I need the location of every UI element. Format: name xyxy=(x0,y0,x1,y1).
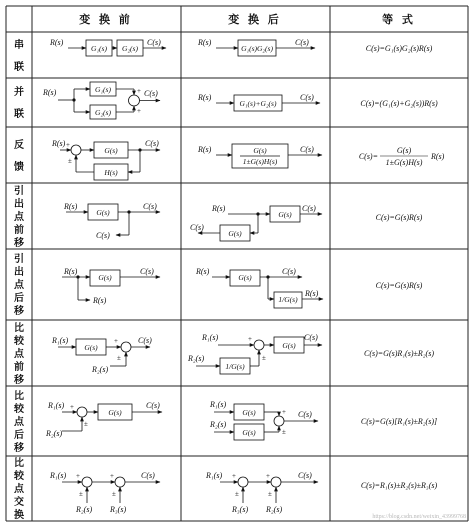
equation-parallel: C(s)=(G₁(s)+G₂(s))R(s) xyxy=(360,99,438,108)
block-label: G(s) xyxy=(228,229,242,238)
summing-junction xyxy=(121,342,131,352)
header-before: 变 换 前 xyxy=(79,14,133,26)
equation-summing-swap: C(s)=R₁(s)±R₂(s)±R₃(s) xyxy=(360,481,438,490)
sign-plus: + xyxy=(70,403,74,411)
row-summing-forward xyxy=(51,333,434,374)
signal-branch: R(s) xyxy=(305,289,319,298)
signal-input: R(s) xyxy=(43,88,57,97)
signal-output: C(s) xyxy=(300,145,314,154)
sign-plus: + xyxy=(66,141,70,149)
sign-plus-minus: ± xyxy=(282,428,286,436)
sign-plus: + xyxy=(76,472,80,480)
signal-input: R₁(s) xyxy=(202,333,219,342)
block-label: G₁(s)G₂(s) xyxy=(241,44,273,53)
block-label: G(s) xyxy=(98,273,112,282)
row-label-summing-backward: 比较点后移 xyxy=(14,391,24,454)
parallel-before-diagram xyxy=(42,82,160,119)
signal-input: R(s) xyxy=(52,139,66,148)
summing-junction-1 xyxy=(82,477,92,487)
signal-output: C(s) xyxy=(147,38,161,47)
row-pickoff-backward xyxy=(62,267,423,308)
signal-output: C(s) xyxy=(298,471,312,480)
signal-output: C(s) xyxy=(145,139,159,148)
block-label: G(s) xyxy=(84,343,98,352)
signal-input-2: R₂(s) xyxy=(76,505,93,514)
row-label-summing-forward: 比较点前移 xyxy=(14,323,24,386)
block-label: G₂(s) xyxy=(122,44,138,53)
pickoff-forward-before-diagram xyxy=(63,202,160,240)
row-label-series: 串联 xyxy=(14,40,24,73)
block-label: G(s) xyxy=(238,273,252,282)
signal-input: R(s) xyxy=(50,38,64,47)
block-label: G(s) xyxy=(96,208,110,217)
signal-input: R(s) xyxy=(196,267,210,276)
watermark: https://blog.csdn.net/weixin_43999768 xyxy=(372,514,466,520)
row-label-pickoff-forward: 引出点前移 xyxy=(14,186,24,249)
signal-output: C(s) xyxy=(141,471,155,480)
signal-input: R(s) xyxy=(64,267,78,276)
row-labels xyxy=(13,38,25,521)
feedback-before-diagram xyxy=(51,139,160,180)
sign-plus: + xyxy=(137,107,141,115)
signal-input: R(s) xyxy=(198,93,212,102)
sign-plus: + xyxy=(248,335,252,343)
signal-input: R(s) xyxy=(64,202,78,211)
summing-swap-after-diagram xyxy=(205,471,318,514)
summing-junction-2 xyxy=(115,477,125,487)
signal-input: R(s) xyxy=(198,145,212,154)
sign-plus-minus: ± xyxy=(235,490,239,498)
equation-summing-forward: C(s)=G(s)R₁(s)±R₂(s) xyxy=(363,349,435,358)
signal-input-2: R₂(s) xyxy=(266,505,283,514)
block-label: G₁(s)+G₂(s) xyxy=(239,99,277,108)
signal-output: C(s) xyxy=(144,89,158,98)
equation-series: C(s)=G₁(s)G₂(s)R(s) xyxy=(365,44,433,53)
equation-lhs: C(s)= xyxy=(358,152,378,161)
signal-input: R₁(s) xyxy=(52,336,69,345)
sign-plus: + xyxy=(232,472,236,480)
fraction-numerator: G(s) xyxy=(253,146,267,155)
signal-input-2: R₂(s) xyxy=(188,354,205,363)
signal-output: C(s) xyxy=(143,202,157,211)
signal-input-2: R₂(s) xyxy=(92,365,109,374)
signal-input: R₁(s) xyxy=(48,401,65,410)
sign-plus: + xyxy=(114,337,118,345)
signal-branch: C(s) xyxy=(96,231,110,240)
parallel-after-diagram xyxy=(197,93,320,111)
sign-plus-minus: ± xyxy=(112,490,116,498)
block-label: G(s) xyxy=(242,408,256,417)
block-label: G(s) xyxy=(108,408,122,417)
block-label: G₁(s) xyxy=(95,85,111,94)
summing-backward-before-diagram xyxy=(45,401,162,438)
signal-input-1: R₁(s) xyxy=(206,471,223,480)
signal-branch: C(s) xyxy=(190,223,204,232)
sign-plus-minus: ± xyxy=(117,354,121,362)
summing-junction xyxy=(254,340,264,350)
signal-output: C(s) xyxy=(302,204,316,213)
sign-plus: + xyxy=(137,87,141,95)
signal-output: C(s) xyxy=(140,267,154,276)
row-summing-swap xyxy=(49,471,437,514)
block-label: G(s) xyxy=(278,210,292,219)
summing-backward-after-diagram xyxy=(209,400,318,440)
row-series xyxy=(49,38,433,56)
sign-plus: + xyxy=(110,472,114,480)
summing-junction-1 xyxy=(238,477,248,487)
block-label: G(s) xyxy=(104,146,118,155)
sign-plus-minus: ± xyxy=(79,490,83,498)
header-after: 变 换 后 xyxy=(228,14,282,26)
sign-plus: + xyxy=(282,408,286,416)
block-label: 1/G(s) xyxy=(225,362,245,371)
signal-input-1: R₁(s) xyxy=(50,471,67,480)
signal-output: C(s) xyxy=(138,336,152,345)
feedback-after-diagram xyxy=(197,144,322,168)
block-label: G(s) xyxy=(242,428,256,437)
summing-swap-before-diagram xyxy=(49,471,160,514)
equation-feedback xyxy=(359,146,445,167)
row-summing-backward xyxy=(45,400,437,440)
summing-junction xyxy=(129,95,140,106)
signal-input: R(s) xyxy=(198,38,212,47)
summing-junction xyxy=(77,407,87,417)
equation-pickoff-forward: C(s)=G(s)R(s) xyxy=(375,213,423,222)
equation-summing-backward: C(s)=G(s)[R₁(s)±R₂(s)] xyxy=(360,417,438,426)
sign-plus-minus: ± xyxy=(268,490,272,498)
signal-input-3: R₃(s) xyxy=(232,505,249,514)
summing-junction-2 xyxy=(271,477,281,487)
signal-output: C(s) xyxy=(295,38,309,47)
equation-pickoff-backward: C(s)=G(s)R(s) xyxy=(375,281,423,290)
signal-input-2: R₂(s) xyxy=(46,429,63,438)
pickoff-forward-after-diagram xyxy=(190,204,322,241)
signal-output: C(s) xyxy=(298,410,312,419)
summing-forward-before-diagram xyxy=(51,336,152,374)
summing-junction xyxy=(274,416,284,426)
header-equation: 等 式 xyxy=(382,14,416,26)
signal-output: C(s) xyxy=(304,333,318,342)
table-header xyxy=(79,12,416,26)
row-feedback xyxy=(51,139,445,180)
signal-input: R(s) xyxy=(212,204,226,213)
block-label: G₂(s) xyxy=(95,108,111,117)
block-label: 1/G(s) xyxy=(278,295,298,304)
sign-plus-minus: ± xyxy=(262,354,266,362)
signal-input: R₁(s) xyxy=(210,400,227,409)
signal-branch: R(s) xyxy=(93,296,107,305)
signal-input-2: R₂(s) xyxy=(210,420,227,429)
block-label: H(s) xyxy=(104,168,118,177)
block-label: G(s) xyxy=(282,341,296,350)
signal-output: C(s) xyxy=(146,401,160,410)
row-label-summing-swap: 比较点交换 xyxy=(14,458,24,521)
fraction-denominator: 1±G(s)H(s) xyxy=(242,157,278,166)
signal-input-3: R₃(s) xyxy=(110,505,127,514)
equation-numerator: G(s) xyxy=(396,146,412,155)
block-label: G₁(s) xyxy=(91,44,107,53)
table-grid xyxy=(6,6,468,521)
signal-output: C(s) xyxy=(282,267,296,276)
row-label-parallel: 并联 xyxy=(14,87,24,120)
row-pickoff-forward xyxy=(63,202,423,241)
sign-plus-minus: ± xyxy=(68,157,72,165)
series-after-diagram xyxy=(197,38,315,56)
sign-plus-minus: ± xyxy=(84,420,88,428)
row-label-feedback: 反馈 xyxy=(14,140,24,173)
row-label-pickoff-backward: 引出点后移 xyxy=(14,254,24,317)
equation-rhs: R(s) xyxy=(431,152,445,161)
series-before-diagram xyxy=(49,38,166,56)
summing-junction xyxy=(71,145,81,155)
summing-forward-after-diagram xyxy=(187,333,322,374)
equation-denominator: 1±G(s)H(s) xyxy=(385,158,423,167)
pickoff-backward-after-diagram xyxy=(195,267,323,308)
signal-output: C(s) xyxy=(300,93,314,102)
sign-plus: + xyxy=(266,472,270,480)
pickoff-backward-before-diagram xyxy=(62,267,160,305)
row-parallel xyxy=(42,82,438,119)
